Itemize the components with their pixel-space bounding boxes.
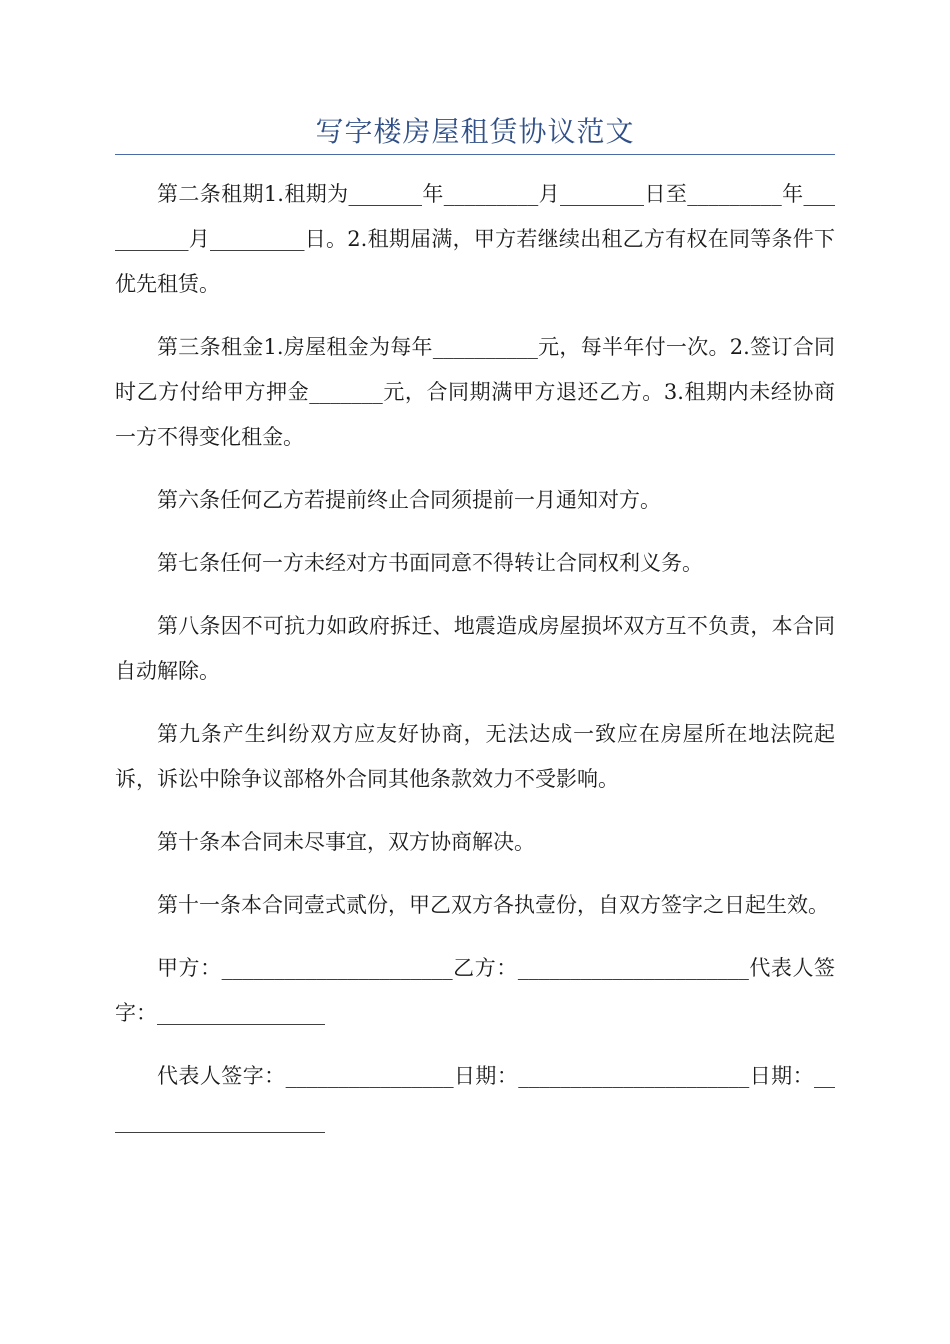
clause-transfer: 第七条任何一方未经对方书面同意不得转让合同权利义务。 (157, 551, 703, 575)
clause-dispute: 第九条产生纠纷双方应友好协商，无法达成一致应在房屋所在地法院起诉，诉讼中除争议部格外合同其他条款效力不受影响。 (115, 722, 835, 791)
clause-early-termination: 第六条任何乙方若提前终止合同须提前一月通知对方。 (157, 488, 661, 512)
clause-copies: 第十一条本合同壹式贰份，甲乙双方各执壹份，自双方签字之日起生效。 (157, 893, 829, 917)
document-body (115, 172, 835, 1162)
title-underline (115, 154, 835, 155)
signature-dates: 代表人签字：________________日期：______________________日期：______________________ (115, 1064, 835, 1133)
clause-lease-term: 第二条租期1.租期为_______年_________月________日至_________年__________月_________日。2.租期届满，甲方若继续出租乙方有权在同等条件下优先租赁。 (115, 182, 835, 296)
signature-parties: 甲方：______________________乙方：______________________代表人签字：________________ (115, 956, 835, 1025)
clause-rent: 第三条租金1.房屋租金为每年__________元，每半年付一次。2.签订合同时乙方付给甲方押金_______元，合同期满甲方退还乙方。3.租期内未经协商一方不得变化租金。 (115, 335, 835, 449)
clause-unresolved-matters: 第十条本合同未尽事宜，双方协商解决。 (157, 830, 535, 854)
document-title: 写字楼房屋租赁协议范文 (315, 115, 635, 148)
clause-force-majeure: 第八条因不可抗力如政府拆迁、地震造成房屋损坏双方互不负责，本合同自动解除。 (115, 614, 835, 683)
